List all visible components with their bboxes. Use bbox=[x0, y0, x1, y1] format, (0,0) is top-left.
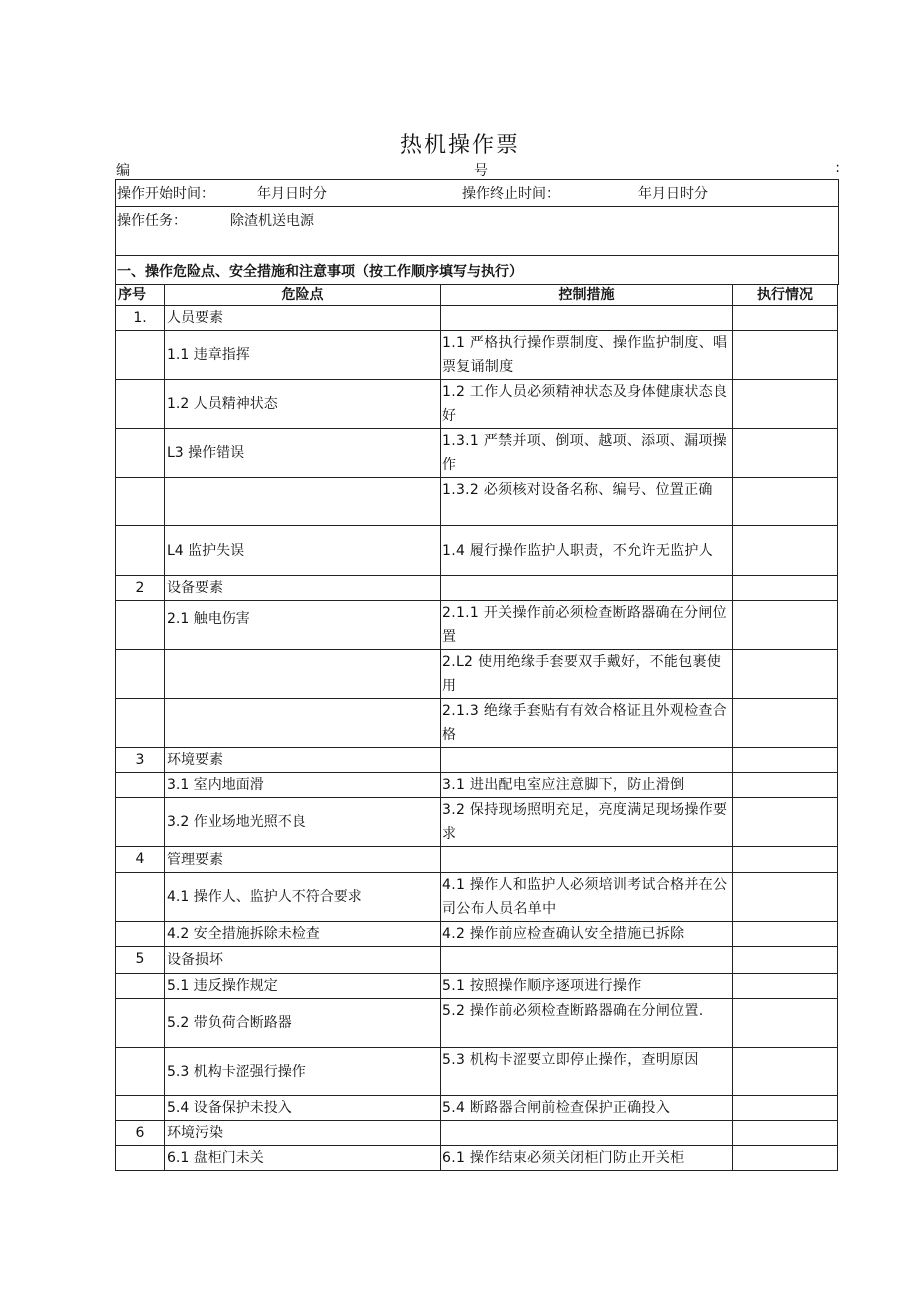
table-row bbox=[116, 331, 838, 380]
section-title-row bbox=[116, 256, 838, 285]
table-row bbox=[116, 380, 838, 429]
row-status bbox=[733, 1048, 838, 1096]
table-row bbox=[116, 1146, 838, 1171]
row-measure: 3.1 进出配电室应注意脚下，防止滑倒 bbox=[441, 773, 733, 798]
row-status bbox=[733, 748, 838, 773]
table-row bbox=[116, 601, 838, 650]
row-measure bbox=[441, 306, 733, 331]
row-num: 6 bbox=[116, 1121, 165, 1146]
row-num: 1. bbox=[116, 306, 165, 331]
row-hazard bbox=[165, 650, 441, 699]
row-num bbox=[116, 601, 165, 650]
col-header-num: 序号 bbox=[116, 285, 165, 306]
row-hazard: 4.2 安全措施拆除未检查 bbox=[165, 922, 441, 947]
table-row bbox=[116, 306, 838, 331]
col-header-status: 执行情况 bbox=[733, 285, 838, 306]
col-header-hazard: 危险点 bbox=[165, 285, 441, 306]
col-header-measure: 控制措施 bbox=[441, 285, 733, 306]
row-num: 3 bbox=[116, 748, 165, 773]
table-row bbox=[116, 773, 838, 798]
row-status bbox=[733, 947, 838, 974]
ticket-number-line bbox=[116, 160, 840, 179]
table-row bbox=[116, 974, 838, 999]
row-measure: 1.3.2 必须核对设备名称、编号、位置正确 bbox=[441, 478, 733, 526]
row-hazard: 设备要素 bbox=[165, 576, 441, 601]
row-status bbox=[733, 478, 838, 526]
table-row bbox=[116, 748, 838, 773]
row-hazard: 3.2 作业场地光照不良 bbox=[165, 798, 441, 847]
row-status bbox=[733, 999, 838, 1048]
row-num bbox=[116, 922, 165, 947]
row-status bbox=[733, 1146, 838, 1171]
row-status bbox=[733, 601, 838, 650]
table-row bbox=[116, 1121, 838, 1146]
row-num: 5 bbox=[116, 947, 165, 974]
row-hazard: 5.2 带负荷合断路器 bbox=[165, 999, 441, 1048]
row-measure: 5.3 机构卡涩要立即停止操作，查明原因 bbox=[441, 1048, 733, 1096]
row-status bbox=[733, 650, 838, 699]
row-status bbox=[733, 699, 838, 748]
table-row bbox=[116, 1096, 838, 1121]
table-row bbox=[116, 650, 838, 699]
row-measure bbox=[441, 947, 733, 974]
row-measure: 5.2 操作前必须检查断路器确在分闸位置. bbox=[441, 999, 733, 1048]
row-hazard: 5.1 违反操作规定 bbox=[165, 974, 441, 999]
row-num bbox=[116, 873, 165, 922]
start-time-label: 操作开始时间： bbox=[117, 186, 215, 202]
row-hazard: 6.1 盘柜门未关 bbox=[165, 1146, 441, 1171]
row-num bbox=[116, 798, 165, 847]
row-hazard bbox=[165, 478, 441, 526]
end-time-value: 年月日时分 bbox=[638, 186, 708, 202]
row-hazard: 设备损坏 bbox=[165, 947, 441, 974]
table-row bbox=[116, 798, 838, 847]
table-row bbox=[116, 526, 838, 576]
table-row bbox=[116, 699, 838, 748]
row-hazard: 2.1 触电伤害 bbox=[165, 601, 441, 650]
row-hazard: L3 操作错误 bbox=[165, 429, 441, 478]
row-num bbox=[116, 478, 165, 526]
row-status bbox=[733, 380, 838, 429]
row-hazard bbox=[165, 699, 441, 748]
row-num bbox=[116, 380, 165, 429]
task-row bbox=[116, 207, 838, 256]
table-row bbox=[116, 847, 838, 873]
table-row bbox=[116, 429, 838, 478]
row-hazard: 1.1 违章指挥 bbox=[165, 331, 441, 380]
row-num bbox=[116, 429, 165, 478]
row-hazard: 5.3 机构卡涩强行操作 bbox=[165, 1048, 441, 1096]
ticket-header-block bbox=[115, 179, 839, 285]
row-num bbox=[116, 773, 165, 798]
table-row bbox=[116, 999, 838, 1048]
table-row bbox=[116, 947, 838, 974]
row-hazard: 人员要素 bbox=[165, 306, 441, 331]
page-title: 热机操作票 bbox=[399, 133, 520, 158]
row-measure: 4.1 操作人和监护人必须培训考试合格并在公司公布人员名单中 bbox=[441, 873, 733, 922]
row-status bbox=[733, 873, 838, 922]
row-measure bbox=[441, 576, 733, 601]
ticket-number-label-mid: 号 bbox=[474, 163, 488, 179]
row-status bbox=[733, 922, 838, 947]
end-time-label: 操作终止时间： bbox=[462, 186, 560, 202]
row-num bbox=[116, 974, 165, 999]
row-num bbox=[116, 1146, 165, 1171]
section-title: 一、操作危险点、安全措施和注意事项（按工作顺序填写与执行） bbox=[117, 264, 523, 280]
row-measure bbox=[441, 1121, 733, 1146]
row-hazard: 管理要素 bbox=[165, 847, 441, 873]
row-measure: 2.L2 使用绝缘手套要双手戴好，不能包裹使用 bbox=[441, 650, 733, 699]
row-measure: 1.3.1 严禁并项、倒项、越项、添项、漏项操作 bbox=[441, 429, 733, 478]
row-num bbox=[116, 526, 165, 576]
row-num bbox=[116, 650, 165, 699]
row-status bbox=[733, 576, 838, 601]
row-num bbox=[116, 699, 165, 748]
row-hazard: 环境污染 bbox=[165, 1121, 441, 1146]
row-status bbox=[733, 306, 838, 331]
row-measure: 4.2 操作前应检查确认安全措施已拆除 bbox=[441, 922, 733, 947]
time-row bbox=[116, 180, 838, 207]
row-measure: 1.2 工作人员必须精神状态及身体健康状态良好 bbox=[441, 380, 733, 429]
table-row bbox=[116, 873, 838, 922]
row-status bbox=[733, 798, 838, 847]
row-status bbox=[733, 1121, 838, 1146]
row-measure: 1.1 严格执行操作票制度、操作监护制度、唱票复诵制度 bbox=[441, 331, 733, 380]
row-num bbox=[116, 1048, 165, 1096]
row-measure: 6.1 操作结束必须关闭柜门防止开关柜 bbox=[441, 1146, 733, 1171]
ticket-number-label-left: 编 bbox=[116, 163, 130, 179]
row-status bbox=[733, 847, 838, 873]
ticket-number-colon: : bbox=[835, 160, 840, 176]
row-num bbox=[116, 1096, 165, 1121]
row-measure: 5.4 断路器合闸前检查保护正确投入 bbox=[441, 1096, 733, 1121]
row-num: 4 bbox=[116, 847, 165, 873]
row-hazard: 环境要素 bbox=[165, 748, 441, 773]
row-measure: 2.1.1 开关操作前必须检查断路器确在分闸位置 bbox=[441, 601, 733, 650]
row-status bbox=[733, 429, 838, 478]
row-status bbox=[733, 974, 838, 999]
row-measure: 2.1.3 绝缘手套贴有有效合格证且外观检查合格 bbox=[441, 699, 733, 748]
row-num: 2 bbox=[116, 576, 165, 601]
row-hazard: 1.2 人员精神状态 bbox=[165, 380, 441, 429]
task-value: 除渣机送电源 bbox=[230, 213, 314, 229]
table-row bbox=[116, 1048, 838, 1096]
row-status bbox=[733, 1096, 838, 1121]
table-row bbox=[116, 922, 838, 947]
row-measure bbox=[441, 748, 733, 773]
table-row bbox=[116, 576, 838, 601]
row-measure: 1.4 履行操作监护人职责，不允许无监护人 bbox=[441, 526, 733, 576]
row-status bbox=[733, 526, 838, 576]
row-status bbox=[733, 773, 838, 798]
row-measure: 3.2 保持现场照明充足，亮度满足现场操作要求 bbox=[441, 798, 733, 847]
row-status bbox=[733, 331, 838, 380]
row-hazard: L4 监护失误 bbox=[165, 526, 441, 576]
row-num bbox=[116, 999, 165, 1048]
start-time-value: 年月日时分 bbox=[257, 186, 327, 202]
table-row bbox=[116, 478, 838, 526]
row-num bbox=[116, 331, 165, 380]
row-measure bbox=[441, 847, 733, 873]
task-label: 操作任务： bbox=[117, 213, 187, 229]
row-hazard: 4.1 操作人、监护人不符合要求 bbox=[165, 873, 441, 922]
hazard-table bbox=[115, 284, 838, 1171]
row-hazard: 3.1 室内地面滑 bbox=[165, 773, 441, 798]
row-hazard: 5.4 设备保护未投入 bbox=[165, 1096, 441, 1121]
table-header-row bbox=[116, 285, 838, 306]
row-measure: 5.1 按照操作顺序逐项进行操作 bbox=[441, 974, 733, 999]
